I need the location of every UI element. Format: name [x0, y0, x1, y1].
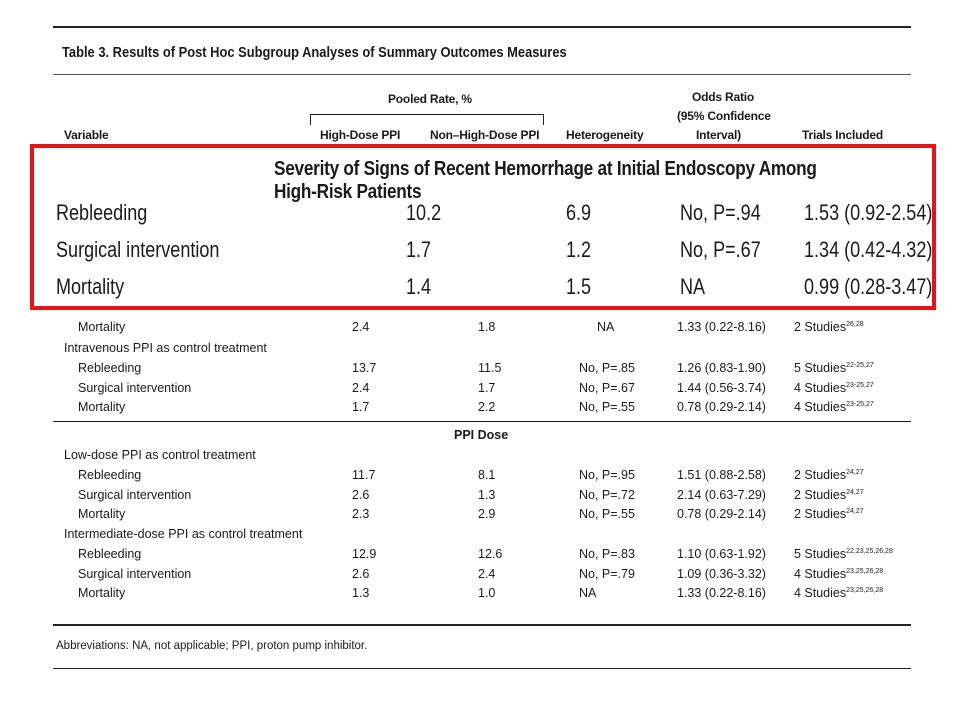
cell-variable: Rebleeding — [78, 547, 142, 561]
header-odds-line3: Interval) — [696, 128, 741, 142]
table-row — [0, 488, 960, 508]
cell-trials: 2 Studies$^{24,27}$ — [794, 507, 864, 521]
cell-odds-ratio: 1.09 (0.36-3.32) — [677, 566, 766, 581]
table-row — [0, 586, 960, 606]
cell-heterogeneity: NA — [597, 320, 615, 334]
bottom-rule — [53, 624, 911, 626]
cell-nonhigh: 1.7 — [478, 380, 496, 395]
section-ppi-dose: PPI Dose — [454, 428, 509, 442]
cell-nonhigh: 2.4 — [478, 566, 496, 581]
cell-variable: Surgical intervention — [78, 566, 192, 581]
cell-odds-ratio: 1.33 (0.22-8.16) — [677, 320, 766, 334]
cell-nonhigh: 12.6 — [478, 547, 503, 561]
zoom-highlight-box — [30, 144, 936, 310]
group-label-low: Low-dose PPI as control treatment — [64, 448, 256, 462]
cell-variable: Surgical intervention — [78, 487, 192, 502]
cell-trials: 2 Studies$^{26,28}$ — [794, 320, 864, 334]
zoom-table-row — [34, 237, 932, 271]
cell-trials: 4 Studies$^{23,25,26,28}$ — [794, 586, 884, 600]
zoom-cell-heterogeneity: No, P=.67 — [680, 237, 761, 262]
zoom-table-row — [34, 200, 932, 234]
cell-nonhigh: 2.2 — [478, 400, 496, 414]
table-row — [0, 547, 960, 567]
zoom-cell-high: 10.2 — [406, 200, 442, 225]
cell-heterogeneity: NA — [579, 586, 597, 600]
pooled-rate-bracket — [310, 114, 544, 125]
header-trials: Trials Included — [802, 128, 884, 142]
header-heterogeneity: Heterogeneity — [566, 128, 644, 142]
cell-odds-ratio: 1.51 (0.88-2.58) — [677, 468, 766, 482]
group-label — [0, 527, 960, 547]
zoom-cell-nonhigh: 1.5 — [566, 274, 592, 299]
table-row — [0, 320, 960, 340]
table-row — [0, 381, 960, 401]
cell-heterogeneity: No, P=.67 — [579, 380, 635, 395]
cell-high: 1.3 — [352, 586, 370, 600]
cell-heterogeneity: No, P=.83 — [579, 547, 635, 561]
header-pooled-rate: Pooled Rate, % — [388, 92, 472, 106]
cell-trials: 4 Studies$^{23,25,26,28}$ — [794, 566, 884, 581]
zoom-cell-high: 1.7 — [406, 237, 432, 262]
cell-variable: Rebleeding — [78, 468, 142, 482]
header-odds-line2: (95% Confidence — [677, 109, 771, 123]
title-rule — [53, 74, 911, 75]
table-row — [0, 400, 960, 420]
cell-variable: Rebleeding — [78, 361, 142, 375]
cell-heterogeneity: No, P=.72 — [579, 487, 635, 502]
cell-nonhigh: 8.1 — [478, 468, 496, 482]
group-label-iv: Intravenous PPI as control treatment — [64, 341, 267, 355]
group-label — [0, 341, 960, 361]
cell-odds-ratio: 1.44 (0.56-3.74) — [677, 380, 766, 395]
cell-high: 12.9 — [352, 547, 377, 561]
cell-odds-ratio: 1.33 (0.22-8.16) — [677, 586, 766, 600]
cell-odds-ratio: 0.78 (0.29-2.14) — [677, 507, 766, 521]
table-title: Table 3. Results of Post Hoc Subgroup Analyses of Summary Outcomes Measures — [62, 44, 567, 61]
table-row — [0, 468, 960, 488]
cell-trials: 5 Studies$^{22-25,27}$ — [794, 361, 874, 375]
header-odds-line1: Odds Ratio — [692, 90, 755, 104]
cell-high: 2.4 — [352, 380, 370, 395]
cell-variable: Mortality — [78, 320, 126, 334]
zoom-table-row — [34, 274, 932, 308]
cell-trials: 4 Studies$^{23-25,27}$ — [794, 400, 874, 414]
cell-odds-ratio: 2.14 (0.63-7.29) — [677, 487, 766, 502]
cell-high: 2.4 — [352, 320, 370, 334]
zoom-cell-odds-ratio: 1.53 (0.92-2.54) — [804, 200, 933, 225]
cell-heterogeneity: No, P=.95 — [579, 468, 635, 482]
cell-odds-ratio: 0.78 (0.29-2.14) — [677, 400, 766, 414]
cell-high: 2.6 — [352, 487, 370, 502]
zoom-cell-high: 1.4 — [406, 274, 432, 299]
cell-heterogeneity: No, P=.85 — [579, 361, 635, 375]
cell-odds-ratio: 1.10 (0.63-1.92) — [677, 547, 766, 561]
cell-variable: Mortality — [78, 400, 126, 414]
top-rule — [53, 26, 911, 28]
cell-high: 2.6 — [352, 566, 370, 581]
section-rule — [53, 421, 911, 422]
cell-heterogeneity: No, P=.55 — [579, 507, 635, 521]
zoom-cell-variable: Rebleeding — [56, 200, 148, 225]
header-high-dose: High-Dose PPI — [320, 128, 401, 142]
cell-high: 11.7 — [352, 468, 376, 482]
cell-variable: Surgical intervention — [78, 380, 192, 395]
zoom-cell-nonhigh: 1.2 — [566, 237, 592, 262]
group-label — [0, 448, 960, 468]
cell-trials: 5 Studies$^{22,23,25,26,28}$ — [794, 547, 893, 561]
zoom-section-title: Severity of Signs of Recent Hemorrhage at Initial Endoscopy Among High-Risk Patients — [274, 158, 817, 203]
cell-variable: Mortality — [78, 507, 126, 521]
zoom-cell-variable: Surgical intervention — [56, 237, 220, 262]
table-row — [0, 361, 960, 381]
cell-high: 13.7 — [352, 361, 377, 375]
cell-high: 2.3 — [352, 507, 370, 521]
group-label-int: Intermediate-dose PPI as control treatment — [64, 527, 303, 541]
cell-nonhigh: 11.5 — [478, 361, 502, 375]
cell-nonhigh: 1.3 — [478, 487, 496, 502]
zoom-cell-heterogeneity: No, P=.94 — [680, 200, 761, 225]
cell-nonhigh: 1.0 — [478, 586, 496, 600]
footer-rule — [53, 668, 911, 669]
cell-trials: 2 Studies$^{24,27}$ — [794, 468, 864, 482]
zoom-cell-variable: Mortality — [56, 274, 125, 299]
cell-heterogeneity: No, P=.55 — [579, 400, 635, 414]
footnote: Abbreviations: NA, not applicable; PPI, proton pump inhibitor. — [56, 640, 368, 652]
zoom-cell-odds-ratio: 0.99 (0.28-3.47) — [804, 274, 933, 299]
cell-high: 1.7 — [352, 400, 370, 414]
cell-trials: 2 Studies$^{24,27}$ — [794, 487, 864, 502]
cell-nonhigh: 1.8 — [478, 320, 496, 334]
zoom-cell-odds-ratio: 1.34 (0.42-4.32) — [804, 237, 933, 262]
header-non-high-dose: Non–High-Dose PPI — [430, 128, 540, 142]
cell-nonhigh: 2.9 — [478, 507, 496, 521]
cell-variable: Mortality — [78, 586, 126, 600]
zoom-cell-nonhigh: 6.9 — [566, 200, 592, 225]
table-row — [0, 567, 960, 587]
header-variable: Variable — [64, 128, 109, 142]
cell-odds-ratio: 1.26 (0.83-1.90) — [677, 361, 766, 375]
cell-heterogeneity: No, P=.79 — [579, 566, 635, 581]
cell-trials: 4 Studies$^{23-25,27}$ — [794, 380, 874, 395]
zoom-cell-heterogeneity: NA — [680, 274, 706, 299]
table-row — [0, 507, 960, 527]
